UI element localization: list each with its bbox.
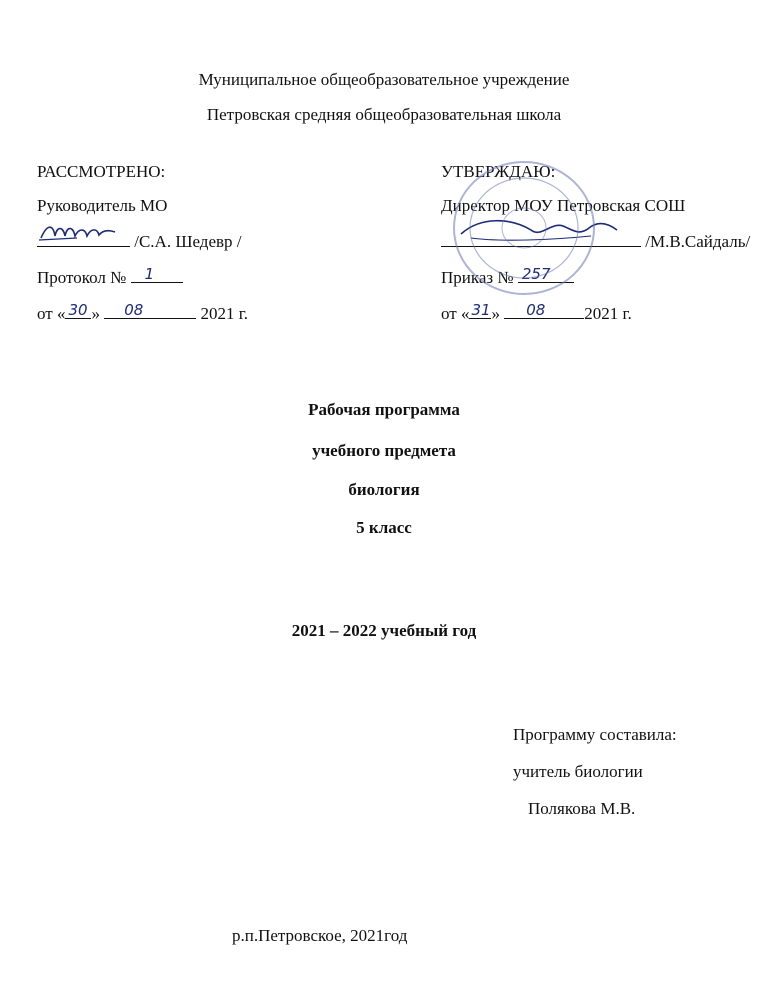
academic-year: 2021 – 2022 учебный год	[291, 621, 477, 640]
reviewed-date-mid: »	[91, 304, 100, 323]
program-grade: 5 класс	[356, 518, 412, 537]
school-seal-icon	[444, 150, 604, 300]
reviewed-year: 2021 г.	[200, 304, 249, 323]
author-position: учитель биологии	[513, 762, 643, 781]
school-name-line: Петровская средняя общеобразовательная школа	[206, 105, 562, 124]
reviewer-signature-blank	[37, 232, 130, 247]
protocol-line	[37, 265, 183, 288]
director-name: /М.В.Сайдаль/	[645, 232, 751, 251]
approved-day: 31	[471, 301, 491, 319]
approved-day-blank	[469, 301, 491, 319]
author-name: Полякова М.В.	[528, 799, 636, 818]
reviewer-signature-line	[37, 232, 242, 252]
approved-month-blank	[504, 301, 584, 319]
reviewed-date-prefix: от «	[37, 304, 66, 323]
order-label: Приказ №	[441, 268, 514, 287]
reviewed-day: 30	[68, 301, 88, 319]
program-subject-label: учебного предмета	[312, 441, 456, 460]
director-role: Директор МОУ Петровская СОШ	[441, 196, 686, 215]
reviewer-role: Руководитель МО	[37, 196, 168, 215]
reviewed-date-line	[37, 301, 249, 324]
approved-title: УТВЕРЖДАЮ:	[441, 162, 556, 181]
order-number: 257	[521, 265, 551, 283]
approved-year: 2021 г.	[584, 304, 632, 323]
program-title: Рабочая программа	[308, 400, 460, 419]
reviewed-month: 08	[124, 301, 144, 319]
reviewer-name: /С.А. Шедевр /	[134, 232, 242, 251]
approved-date-prefix: от «	[441, 304, 470, 323]
approved-month: 08	[526, 301, 546, 319]
reviewed-title: РАССМОТРЕНО:	[37, 162, 166, 181]
approved-date-line	[441, 301, 632, 324]
author-heading: Программу составила:	[513, 725, 677, 744]
program-subject: биология	[348, 480, 420, 499]
protocol-number: 1	[144, 265, 155, 283]
protocol-label: Протокол №	[37, 268, 127, 287]
reviewer-signature-icon	[37, 218, 132, 246]
protocol-number-blank	[131, 265, 183, 283]
reviewed-month-blank	[104, 301, 196, 319]
school-type-line: Муниципальное общеобразовательное учреждение	[198, 70, 570, 89]
place-and-year: р.п.Петровское, 2021год	[232, 926, 408, 945]
approved-date-mid: »	[491, 304, 500, 323]
reviewed-day-blank	[65, 301, 91, 319]
